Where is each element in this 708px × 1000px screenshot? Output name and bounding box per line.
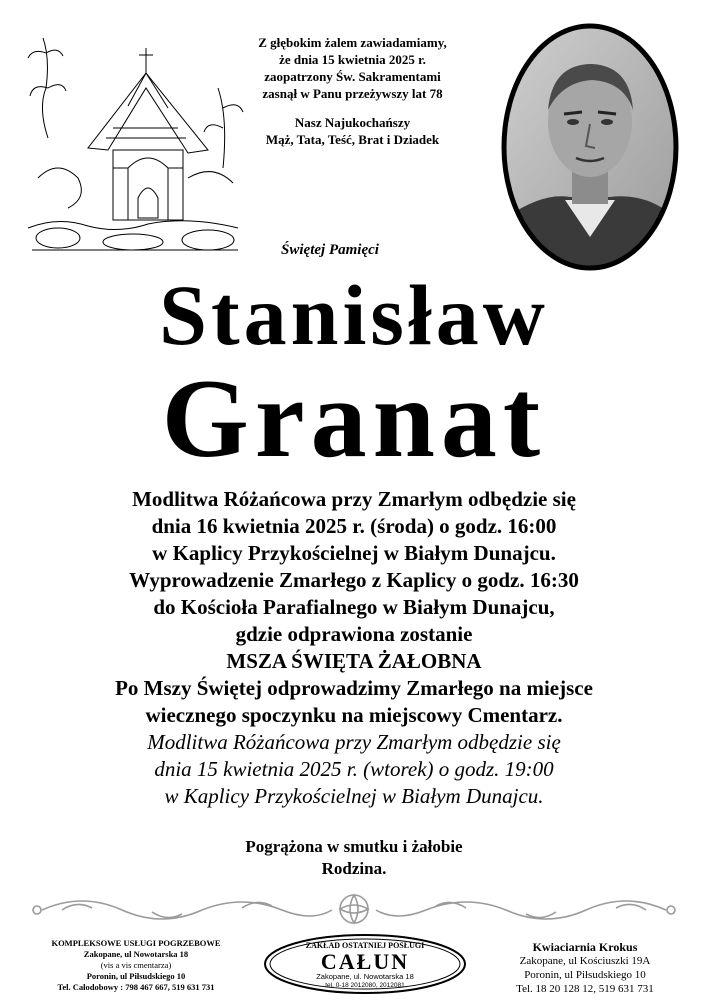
mourning-line-2: Rodzina. bbox=[321, 859, 387, 878]
ornamental-divider bbox=[22, 882, 686, 936]
funeral-services-phone: Tel. Całodobowy : 798 467 667, 519 631 731 bbox=[57, 982, 215, 992]
in-memory-label: Świętej Pamięci bbox=[281, 242, 379, 258]
mourning-signature bbox=[0, 836, 708, 880]
logo-address: Zakopane, ul. Nowotarska 18 bbox=[316, 972, 414, 981]
intro-spacer bbox=[250, 102, 455, 114]
intro-line-4: zasnął w Panu przeżywszy lat 78 bbox=[262, 86, 443, 101]
intro-text bbox=[250, 34, 455, 148]
deceased-first-name: Stanisław bbox=[159, 267, 549, 363]
mourning-line-1: Pogrążona w smutku i żałobie bbox=[245, 837, 463, 856]
announcement-line: gdzie odprawiona zostanie bbox=[235, 622, 473, 646]
logo-name: CAŁUN bbox=[320, 949, 410, 974]
rosary-line: dnia 15 kwietnia 2025 r. (wtorek) o godz. 19:00 bbox=[154, 757, 554, 781]
florist-address-2: Poronin, ul Piłsudskiego 10 bbox=[524, 969, 646, 981]
announcement-line: w Kaplicy Przykościelnej w Białym Dunajcu. bbox=[152, 541, 556, 565]
announcement-line-mass: MSZA ŚWIĘTA ŻAŁOBNA bbox=[226, 649, 482, 673]
florist-title: Kwiaciarnia Krokus bbox=[532, 940, 638, 954]
announcement-line: Po Mszy Świętej odprowadzimy Zmarłego na miejsce bbox=[115, 676, 593, 700]
logo-phone: tel. 0-18 2012080, 2012081 bbox=[325, 982, 405, 989]
intro-line-2: że dnia 15 kwietnia 2025 r. bbox=[279, 52, 426, 67]
funeral-services-address-2: Poronin, ul Piłsudskiego 10 bbox=[86, 971, 186, 981]
intro-line-6: Mąż, Tata, Teść, Brat i Dziadek bbox=[265, 132, 440, 147]
announcement-line: Wyprowadzenie Zmarłego z Kaplicy o godz. 16:30 bbox=[129, 568, 579, 592]
funeral-services-note: (vis a vis cmentarza) bbox=[100, 960, 172, 970]
logo-arc-text: ZAKŁAD OSTATNIEJ POSŁUGI bbox=[305, 941, 425, 950]
portrait-photo bbox=[500, 22, 680, 272]
calun-logo bbox=[262, 932, 468, 996]
funeral-announcement bbox=[0, 486, 708, 810]
intro-line-5: Nasz Najukochańszy bbox=[294, 115, 411, 130]
florist-phone: Tel. 18 20 128 12, 519 631 731 bbox=[516, 983, 654, 995]
funeral-services-title: KOMPLEKSOWE USŁUGI POGRZEBOWE bbox=[51, 938, 221, 948]
funeral-services-info bbox=[22, 938, 250, 993]
rosary-line: Modlitwa Różańcowa przy Zmarłym odbędzie się bbox=[147, 730, 561, 754]
deceased-last-name: Granat bbox=[161, 357, 547, 481]
florist-address-1: Zakopane, ul Kościuszki 19A bbox=[519, 955, 651, 967]
florist-info bbox=[480, 940, 690, 996]
announcement-line: do Kościoła Parafialnego w Białym Dunajcu, bbox=[153, 595, 555, 619]
intro-line-3: zaopatrzony Św. Sakramentami bbox=[264, 69, 441, 84]
funeral-services-address: Zakopane, ul Nowotarska 18 bbox=[83, 949, 189, 959]
intro-line-1: Z głębokim żalem zawiadamiamy, bbox=[258, 35, 447, 50]
announcement-line: Modlitwa Różańcowa przy Zmarłym odbędzie się bbox=[132, 487, 576, 511]
chapel-sketch-illustration bbox=[18, 28, 248, 258]
announcement-line: wiecznego spoczynku na miejscowy Cmentarz. bbox=[145, 703, 563, 727]
rosary-line: w Kaplicy Przykościelnej w Białym Dunajcu. bbox=[164, 784, 544, 808]
announcement-line: dnia 16 kwietnia 2025 r. (środa) o godz. 16:00 bbox=[151, 514, 557, 538]
